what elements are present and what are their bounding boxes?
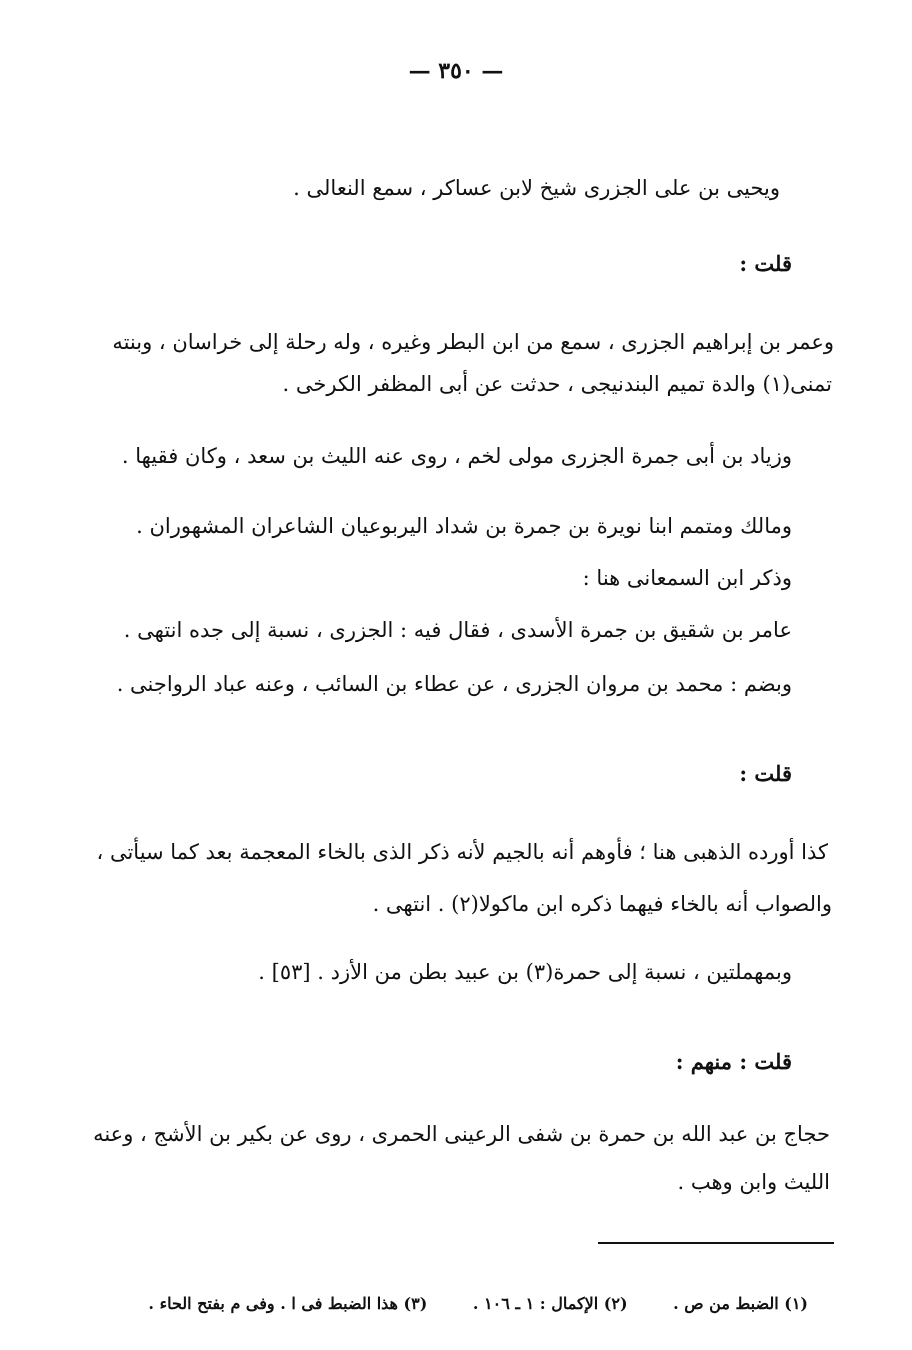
text-line: ومالك ومتمم ابنا نويرة بن جمرة بن شداد اليربوعيان الشاعران المشهوران . [136,514,792,538]
text-line: وعمر بن إبراهيم الجزرى ، سمع من ابن البطر وغيره ، وله رحلة إلى خراسان ، وبنته [112,330,834,354]
text-line: والصواب أنه بالخاء فيهما ذكره ابن ماكولا(٢) . انتهى . [372,892,832,916]
text-line: تمنى(١) والدة تميم البندنيجى ، حدثت عن أبى المظفر الكرخى . [282,372,832,396]
text-line: وبمهملتين ، نسبة إلى حمرة(٣) بن عبيد بطن من الأزد . [٥٣] . [258,960,792,984]
page-number: — ٣٥٠ — [408,58,504,84]
text-line: كذا أورده الذهبى هنا ؛ فأوهم أنه بالجيم لأنه ذكر الذى بالخاء المعجمة بعد كما سيأتى ، [96,840,828,864]
section-heading: قلت : [739,761,792,786]
text-line: ويحيى بن على الجزرى شيخ لابن عساكر ، سمع النعالى . [293,176,780,200]
section-heading: قلت : منهم : [675,1049,792,1074]
footnote-2: (٢) الإكمال : ١ ـ ١٠٦ . [472,1294,628,1313]
footnote-3: (٣) هذا الضبط فى ا . وفى م بفتح الحاء . [148,1294,428,1313]
footnote-1: (١) الضبط من ص . [673,1294,808,1313]
text-line: وزياد بن أبى جمرة الجزرى مولى لخم ، روى عنه الليث بن سعد ، وكان فقيها . [121,444,792,468]
section-heading: قلت : [739,251,792,276]
text-line: عامر بن شقيق بن جمرة الأسدى ، فقال فيه : الجزرى ، نسبة إلى جده انتهى . [123,618,792,642]
footnote-divider [598,1242,834,1244]
text-line: حجاج بن عبد الله بن حمرة بن شفى الرعينى الحمرى ، روى عن بكير بن الأشج ، وعنه [93,1122,830,1146]
footnotes [108,1294,808,1313]
text-line: وذكر ابن السمعانى هنا : [582,566,792,590]
text-line: الليث وابن وهب . [677,1170,830,1194]
text-line: وبضم : محمد بن مروان الجزرى ، عن عطاء بن السائب ، وعنه عباد الرواجنى . [116,672,792,696]
